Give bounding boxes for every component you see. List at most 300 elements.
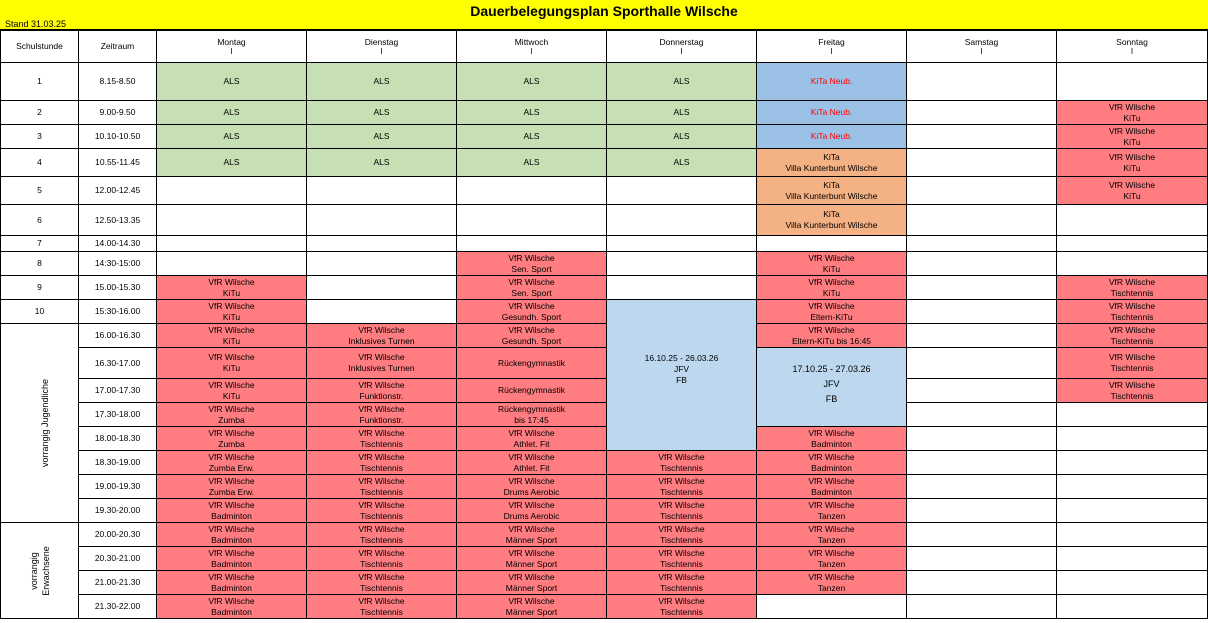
cell-montag-booking xyxy=(157,427,307,451)
cell-dienstag-empty xyxy=(307,300,457,324)
cell-text: VfR Wilsche xyxy=(508,427,555,438)
cell-text: KiTu xyxy=(1123,136,1141,147)
lesson-number: 1 xyxy=(1,63,79,101)
cell-freitag-empty xyxy=(757,236,907,252)
tick-mark: I xyxy=(980,47,983,56)
cell-dienstag-als xyxy=(307,63,457,101)
cell-mittwoch-booking xyxy=(457,547,607,571)
table-row xyxy=(1,300,1208,324)
cell-text: Tischtennis xyxy=(360,534,403,545)
cell-text: Tischtennis xyxy=(660,558,703,569)
cell-sonntag-empty xyxy=(1057,63,1208,101)
cell-freitag-kita-villa xyxy=(757,177,907,205)
cell-montag-booking xyxy=(157,300,307,324)
cell-sonntag-empty xyxy=(1057,595,1208,619)
cell-donnerstag-als xyxy=(607,63,757,101)
day-label: Samstag xyxy=(964,37,999,47)
cell-text: Tanzen xyxy=(817,510,846,521)
tick-mark: I xyxy=(1130,47,1134,56)
cell-text: VfR Wilsche xyxy=(658,451,705,462)
cell-sonntag-booking xyxy=(1057,149,1208,177)
cell-text: Athlet. Fit xyxy=(513,462,550,473)
cell-text: VfR Wilsche xyxy=(358,352,405,362)
table-row xyxy=(1,324,1208,348)
cell-sonntag-empty xyxy=(1057,236,1208,252)
cell-donnerstag-empty xyxy=(607,252,757,276)
cell-text: VfR Wilsche xyxy=(208,523,255,534)
cell-text: VfR Wilsche xyxy=(508,276,555,287)
lesson-number: 7 xyxy=(1,236,79,252)
cell-montag-als xyxy=(157,125,307,149)
cell-text: VfR Wilsche xyxy=(808,499,855,510)
cell-text: VfR Wilsche xyxy=(658,571,705,582)
cell-montag-booking xyxy=(157,595,307,619)
cell-text: VfR Wilsche xyxy=(358,403,405,414)
cell-text: VfR Wilsche xyxy=(808,547,855,558)
header-montag xyxy=(157,31,307,63)
cell-text: KiTa Neub. xyxy=(810,131,853,141)
cell-donnerstag-booking xyxy=(607,523,757,547)
table-row xyxy=(1,205,1208,236)
cell-text: VfR Wilsche xyxy=(358,451,405,462)
cell-text: VfR Wilsche xyxy=(508,475,555,486)
cell-text: VfR Wilsche xyxy=(808,571,855,582)
cell-donnerstag-empty xyxy=(607,205,757,236)
cell-text: ALS xyxy=(373,131,390,141)
cell-text: Badminton xyxy=(211,582,252,593)
cell-text: Badminton xyxy=(211,606,252,617)
cell-text: JFV xyxy=(673,363,690,374)
day-label: Mittwoch xyxy=(514,37,549,47)
header-sonntag xyxy=(1057,31,1208,63)
cell-freitag-booking xyxy=(757,451,907,475)
cell-text: ALS xyxy=(373,76,390,86)
cell-text: Rückengymnastik xyxy=(497,403,566,414)
lesson-number: 4 xyxy=(1,149,79,177)
cell-dienstag-empty xyxy=(307,236,457,252)
cell-text: JFV xyxy=(823,378,840,389)
cell-sonntag-booking xyxy=(1057,324,1208,348)
cell-text: Tischtennis xyxy=(360,558,403,569)
cell-text: ALS xyxy=(523,107,540,117)
cell-sonntag-booking xyxy=(1057,276,1208,300)
cell-text: VfR Wilsche xyxy=(1108,125,1156,136)
cell-text: Tischtennis xyxy=(660,486,703,497)
time-slot: 21.30-22.00 xyxy=(79,595,157,619)
cell-mittwoch-booking xyxy=(457,523,607,547)
time-slot: 18.30-19.00 xyxy=(79,451,157,475)
cell-text: Tischtennis xyxy=(360,486,403,497)
cell-samstag-empty xyxy=(907,177,1057,205)
cell-samstag-empty xyxy=(907,427,1057,451)
cell-text: VfR Wilsche xyxy=(358,523,405,534)
cell-donnerstag-als xyxy=(607,101,757,125)
cell-sonntag-empty xyxy=(1057,499,1208,523)
cell-samstag-empty xyxy=(907,205,1057,236)
cell-freitag-booking xyxy=(757,300,907,324)
cell-dienstag-booking xyxy=(307,499,457,523)
cell-text: VfR Wilsche xyxy=(1108,276,1156,287)
lesson-number: 2 xyxy=(1,101,79,125)
cell-text: KiTu xyxy=(222,335,241,346)
cell-donnerstag-jfv-block xyxy=(607,300,757,451)
lesson-number: 3 xyxy=(1,125,79,149)
cell-text: VfR Wilsche xyxy=(358,571,405,582)
header-zeitraum: Zeitraum xyxy=(79,31,157,63)
cell-text: Tischtennis xyxy=(1110,287,1154,298)
time-slot: 14.00-14.30 xyxy=(79,236,157,252)
header-dienstag xyxy=(307,31,457,63)
cell-samstag-empty xyxy=(907,276,1057,300)
page-title: Dauerbelegungsplan Sporthalle Wilsche xyxy=(470,3,738,19)
cell-text: ALS xyxy=(373,107,390,117)
cell-text: FB xyxy=(825,393,838,404)
cell-samstag-empty xyxy=(907,379,1057,403)
cell-text: VfR Wilsche xyxy=(808,451,855,462)
cell-montag-empty xyxy=(157,236,307,252)
cell-montag-booking xyxy=(157,348,307,379)
cell-freitag-booking xyxy=(757,499,907,523)
time-slot: 19.00-19.30 xyxy=(79,475,157,499)
cell-mittwoch-empty xyxy=(457,236,607,252)
cell-text: Badminton xyxy=(211,510,252,521)
cell-sonntag-booking xyxy=(1057,125,1208,149)
table-row xyxy=(1,523,1208,547)
cell-donnerstag-booking xyxy=(607,499,757,523)
header-mittwoch xyxy=(457,31,607,63)
cell-text: VfR Wilsche xyxy=(208,352,255,362)
cell-text: KiTa xyxy=(823,179,840,190)
time-slot: 16.00-16.30 xyxy=(79,324,157,348)
time-slot: 17.30-18.00 xyxy=(79,403,157,427)
cell-montag-als xyxy=(157,63,307,101)
table-row xyxy=(1,403,1208,427)
cell-montag-booking xyxy=(157,451,307,475)
time-slot: 10.10-10.50 xyxy=(79,125,157,149)
cell-text: Athlet. Fit xyxy=(513,438,550,449)
cell-text: ALS xyxy=(523,131,540,141)
cell-mittwoch-booking xyxy=(457,499,607,523)
tick-mark: I xyxy=(380,47,383,56)
time-slot: 12.00-12.45 xyxy=(79,177,157,205)
cell-text: Tischtennis xyxy=(360,582,403,593)
cell-dienstag-empty xyxy=(307,205,457,236)
table-row xyxy=(1,475,1208,499)
cell-text: Tanzen xyxy=(817,558,846,569)
tick-mark: I xyxy=(830,47,833,56)
cell-samstag-empty xyxy=(907,125,1057,149)
cell-text: VfR Wilsche xyxy=(658,475,705,486)
schedule-table xyxy=(0,30,1208,619)
cell-text: VfR Wilsche xyxy=(1108,101,1156,112)
table-row xyxy=(1,571,1208,595)
table-row xyxy=(1,252,1208,276)
cell-dienstag-booking xyxy=(307,348,457,379)
cell-text: VfR Wilsche xyxy=(208,379,255,390)
table-row xyxy=(1,427,1208,451)
cell-samstag-empty xyxy=(907,547,1057,571)
cell-text: Zumba Erw. xyxy=(208,462,255,473)
cell-montag-booking xyxy=(157,571,307,595)
cell-mittwoch-booking xyxy=(457,300,607,324)
cell-sonntag-empty xyxy=(1057,475,1208,499)
table-row xyxy=(1,149,1208,177)
cell-text: ALS xyxy=(673,131,690,141)
cell-text: Sen. Sport xyxy=(511,287,552,298)
cell-sonntag-empty xyxy=(1057,403,1208,427)
cell-text: VfR Wilsche xyxy=(658,595,705,606)
cell-samstag-empty xyxy=(907,149,1057,177)
cell-text: VfR Wilsche xyxy=(508,595,555,606)
cell-text: VfR Wilsche xyxy=(808,252,855,263)
cell-freitag-booking xyxy=(757,547,907,571)
lesson-number: 6 xyxy=(1,205,79,236)
cell-text: VfR Wilsche xyxy=(808,427,855,438)
cell-mittwoch-booking xyxy=(457,451,607,475)
cell-freitag-kita-neub xyxy=(757,125,907,149)
cell-text: Tischtennis xyxy=(360,462,403,473)
table-row xyxy=(1,177,1208,205)
cell-freitag-empty xyxy=(757,595,907,619)
table-row xyxy=(1,125,1208,149)
day-label: Montag xyxy=(217,37,246,47)
cell-montag-booking xyxy=(157,324,307,348)
table-row xyxy=(1,276,1208,300)
cell-text: ALS xyxy=(673,107,690,117)
cell-text: VfR Wilsche xyxy=(1108,379,1156,390)
cell-text: VfR Wilsche xyxy=(208,276,255,287)
cell-montag-booking xyxy=(157,499,307,523)
lesson-number: 10 xyxy=(1,300,79,324)
cell-text: VfR Wilsche xyxy=(208,300,255,311)
cell-text: Männer Sport xyxy=(505,582,558,593)
cell-text: KiTa Neub. xyxy=(810,107,853,117)
cell-mittwoch-booking xyxy=(457,324,607,348)
cell-text: VfR Wilsche xyxy=(208,403,255,414)
cell-mittwoch-booking xyxy=(457,475,607,499)
cell-text: VfR Wilsche xyxy=(808,324,855,335)
cell-text: KiTu xyxy=(1123,112,1141,123)
cell-mittwoch-booking xyxy=(457,379,607,403)
cell-text: ALS xyxy=(673,76,690,86)
cell-mittwoch-booking xyxy=(457,348,607,379)
cell-samstag-empty xyxy=(907,101,1057,125)
time-slot: 15:30-16.00 xyxy=(79,300,157,324)
cell-text: Zumba xyxy=(218,438,245,449)
cell-text: VfR Wilsche xyxy=(358,499,405,510)
cell-freitag-booking xyxy=(757,571,907,595)
cell-text: VfR Wilsche xyxy=(508,324,555,335)
cell-dienstag-booking xyxy=(307,595,457,619)
cell-donnerstag-booking xyxy=(607,475,757,499)
table-row xyxy=(1,348,1208,379)
cell-freitag-booking xyxy=(757,324,907,348)
cell-montag-booking xyxy=(157,475,307,499)
cell-text: Tischtennis xyxy=(660,534,703,545)
cell-mittwoch-als xyxy=(457,125,607,149)
cell-text: Männer Sport xyxy=(505,558,558,569)
cell-text: KiTu xyxy=(222,287,241,298)
cell-text: Tanzen xyxy=(817,582,846,593)
cell-dienstag-booking xyxy=(307,324,457,348)
cell-montag-booking xyxy=(157,547,307,571)
cell-text: Badminton xyxy=(811,486,852,497)
cell-text: VfR Wilsche xyxy=(658,499,705,510)
cell-sonntag-empty xyxy=(1057,252,1208,276)
cell-donnerstag-empty xyxy=(607,236,757,252)
cell-samstag-empty xyxy=(907,523,1057,547)
cell-text: Tischtennis xyxy=(1110,311,1154,322)
tick-mark: I xyxy=(680,47,683,56)
cell-text: Badminton xyxy=(211,534,252,545)
cell-sonntag-booking xyxy=(1057,101,1208,125)
group-label-line: vorrangig xyxy=(28,551,39,590)
day-label: Freitag xyxy=(818,37,845,47)
cell-mittwoch-empty xyxy=(457,205,607,236)
table-row xyxy=(1,379,1208,403)
cell-montag-als xyxy=(157,101,307,125)
time-slot: 17.00-17.30 xyxy=(79,379,157,403)
cell-samstag-empty xyxy=(907,348,1057,379)
header-freitag xyxy=(757,31,907,63)
cell-freitag-kita-villa xyxy=(757,149,907,177)
table-row xyxy=(1,499,1208,523)
title-bar xyxy=(0,0,1208,30)
header-schulstunde: Schulstunde xyxy=(1,31,79,63)
cell-text: VfR Wilsche xyxy=(208,475,255,486)
time-slot: 16.30-17.00 xyxy=(79,348,157,379)
time-slot: 10.55-11.45 xyxy=(79,149,157,177)
cell-montag-empty xyxy=(157,252,307,276)
time-slot: 15.00-15.30 xyxy=(79,276,157,300)
cell-text: ALS xyxy=(523,157,540,167)
cell-mittwoch-als xyxy=(457,149,607,177)
cell-text: Inklusives Turnen xyxy=(348,363,415,373)
cell-sonntag-empty xyxy=(1057,571,1208,595)
cell-text: Tischtennis xyxy=(660,606,703,617)
time-slot: 20.30-21.00 xyxy=(79,547,157,571)
cell-dienstag-booking xyxy=(307,547,457,571)
cell-text: VfR Wilsche xyxy=(358,595,405,606)
cell-text: KiTu xyxy=(822,287,841,298)
cell-freitag-booking xyxy=(757,252,907,276)
time-slot: 9.00-9.50 xyxy=(79,101,157,125)
time-slot: 14:30-15:00 xyxy=(79,252,157,276)
cell-sonntag-empty xyxy=(1057,523,1208,547)
cell-mittwoch-empty xyxy=(457,177,607,205)
lesson-number: 8 xyxy=(1,252,79,276)
lesson-number: 5 xyxy=(1,177,79,205)
cell-montag-empty xyxy=(157,205,307,236)
cell-text: Tanzen xyxy=(817,534,846,545)
cell-text: VfR Wilsche xyxy=(1108,179,1156,190)
cell-text: Villa Kunterbunt Wilsche xyxy=(785,190,878,201)
cell-text: VfR Wilsche xyxy=(808,300,855,311)
table-row xyxy=(1,63,1208,101)
cell-dienstag-empty xyxy=(307,276,457,300)
cell-dienstag-booking xyxy=(307,403,457,427)
cell-text: Gesundh. Sport xyxy=(501,311,562,322)
header-row xyxy=(1,31,1208,63)
cell-text: VfR Wilsche xyxy=(808,475,855,486)
cell-text: Rückengymnastik xyxy=(497,357,566,368)
cell-text: Tischtennis xyxy=(360,438,403,449)
table-row xyxy=(1,595,1208,619)
cell-samstag-empty xyxy=(907,451,1057,475)
cell-text: Zumba xyxy=(218,414,245,425)
cell-samstag-empty xyxy=(907,571,1057,595)
cell-dienstag-booking xyxy=(307,475,457,499)
cell-text: Tischtennis xyxy=(660,582,703,593)
cell-text: Villa Kunterbunt Wilsche xyxy=(785,220,878,230)
cell-mittwoch-als xyxy=(457,63,607,101)
cell-dienstag-empty xyxy=(307,252,457,276)
cell-donnerstag-booking xyxy=(607,571,757,595)
cell-text: ALS xyxy=(673,157,690,167)
cell-text: 17.10.25 - 27.03.26 xyxy=(792,363,871,374)
cell-text: ALS xyxy=(223,76,240,86)
cell-text: Badminton xyxy=(811,462,852,473)
cell-text: VfR Wilsche xyxy=(508,523,555,534)
cell-donnerstag-booking xyxy=(607,595,757,619)
cell-sonntag-booking xyxy=(1057,379,1208,403)
cell-text: VfR Wilsche xyxy=(508,547,555,558)
cell-text: VfR Wilsche xyxy=(508,300,555,311)
cell-samstag-empty xyxy=(907,252,1057,276)
cell-mittwoch-als xyxy=(457,101,607,125)
time-slot: 12.50-13.35 xyxy=(79,205,157,236)
cell-donnerstag-als xyxy=(607,125,757,149)
cell-samstag-empty xyxy=(907,324,1057,348)
cell-dienstag-als xyxy=(307,101,457,125)
cell-dienstag-booking xyxy=(307,379,457,403)
header-donnerstag xyxy=(607,31,757,63)
cell-text: FB xyxy=(676,374,687,385)
cell-freitag-booking xyxy=(757,427,907,451)
cell-text: Badminton xyxy=(211,558,252,569)
cell-text: VfR Wilsche xyxy=(1108,352,1156,362)
cell-text: Tischtennis xyxy=(660,510,703,521)
cell-montag-als xyxy=(157,149,307,177)
cell-text: KiTu xyxy=(822,263,841,274)
cell-text: KiTa Neub. xyxy=(810,76,853,86)
cell-mittwoch-booking xyxy=(457,595,607,619)
cell-text: ALS xyxy=(523,76,540,86)
cell-text: Rückengymnastik xyxy=(497,385,566,395)
cell-freitag-kita-neub xyxy=(757,63,907,101)
cell-text: bis 17:45 xyxy=(514,414,549,425)
cell-montag-empty xyxy=(157,177,307,205)
cell-text: Badminton xyxy=(811,438,852,449)
cell-text: VfR Wilsche xyxy=(808,523,855,534)
cell-freitag-booking xyxy=(757,276,907,300)
cell-text: VfR Wilsche xyxy=(1108,324,1156,335)
cell-text: Männer Sport xyxy=(505,606,558,617)
cell-text: VfR Wilsche xyxy=(658,523,705,534)
cell-donnerstag-empty xyxy=(607,276,757,300)
group-label: vorrangig Jugendliche xyxy=(40,378,51,468)
group-jugendliche xyxy=(1,324,79,523)
cell-sonntag-empty xyxy=(1057,451,1208,475)
cell-donnerstag-booking xyxy=(607,547,757,571)
cell-montag-booking xyxy=(157,276,307,300)
cell-dienstag-booking xyxy=(307,451,457,475)
group-label xyxy=(28,546,52,596)
cell-text: Drums Aerobic xyxy=(503,510,560,521)
group-label-line: Erwachsene xyxy=(40,545,51,596)
time-slot: 20.00-20.30 xyxy=(79,523,157,547)
cell-text: Tischtennis xyxy=(1110,363,1154,373)
